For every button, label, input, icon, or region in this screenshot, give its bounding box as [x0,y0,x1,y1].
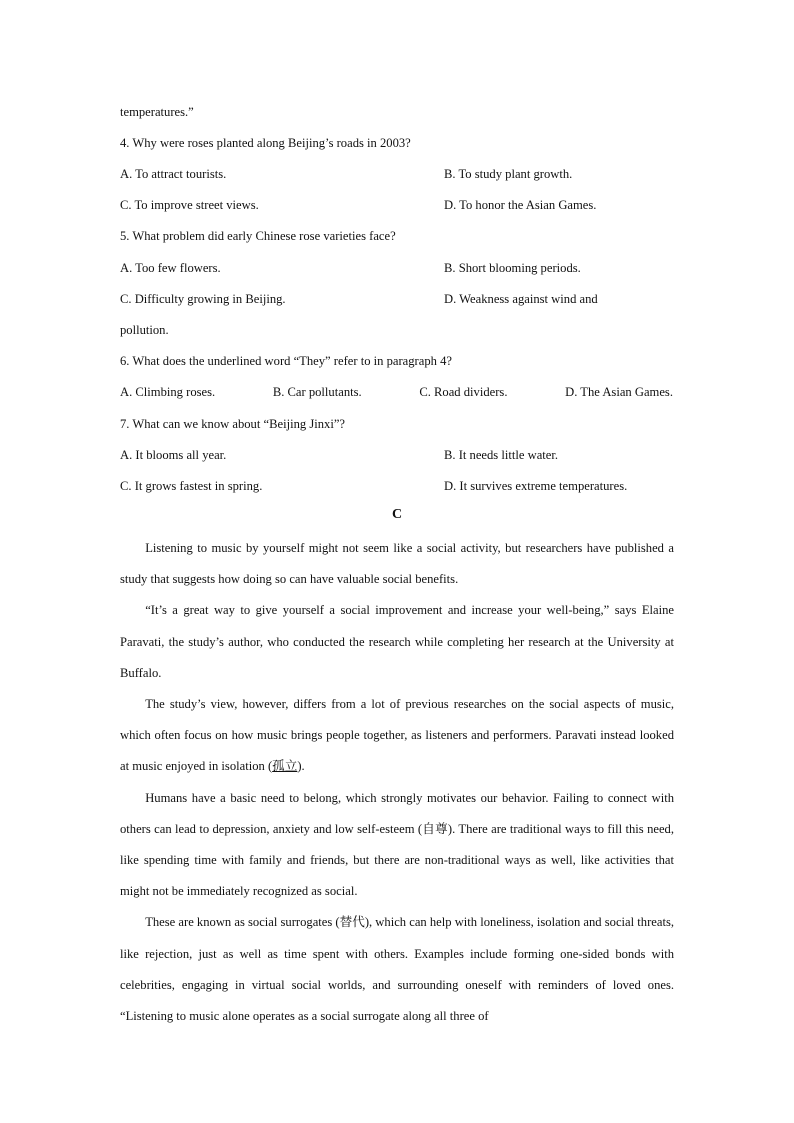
passage-paragraph-4: Humans have a basic need to belong, which strongly motivates our behavior. Failing to connect with others can lead to depression, anxiety and low self-esteem (自尊). There are traditional ways to fill this need, like spending time with family and friends, but there are non-traditional ways as well, like activities that might not be immediately recognized as social. [120,790,674,899]
q5-option-d-continuation: pollution. [120,323,169,337]
paragraph-3-text: The study’s view, however, differs from a lot of previous researches on the social aspects of music, which often focus on how music brings people together, as listeners and performers. Paravati instead looked at music enjoyed in isolation ( [120,697,674,774]
question-6-stem: 6. What does the underlined word “They” refer to in paragraph 4? [120,354,452,368]
q6-option-a: A. Climbing roses. [120,385,216,399]
q6-options-row [120,384,673,400]
previous-passage-end: temperatures.” [120,105,194,119]
passage-paragraph-3 [120,689,674,783]
q6-option-d: D. The Asian Games. [565,385,673,399]
paragraph-3-end: ). [297,759,305,774]
passage-c [120,533,674,1032]
section-c-heading: C [391,507,403,522]
q5-option-a: A. Too few flowers. [120,261,221,275]
q7-option-a: A. It blooms all year. [120,448,227,462]
q7-option-d: D. It survives extreme temperatures. [444,479,628,493]
q7-option-b: B. It needs little water. [444,448,559,462]
question-4-stem: 4. Why were roses planted along Beijing’s roads in 2003? [120,136,411,150]
passage-paragraph-2: “It’s a great way to give yourself a social improvement and increase your well-being,” says Elaine Paravati, the study’s author, who conducted the research while completing her research at the University at Buffalo. [120,603,674,680]
passage-paragraph-5: These are known as social surrogates (替代), which can help with loneliness, isolation and social threats, like rejection, just as well as time spent with others. Examples include forming one-sided bonds with celebrities, engaging in virtual social worlds, and surrounding oneself with reminders of loved ones. “Listening to music alone operates as a social surrogate along all three of [120,915,674,1024]
q4-option-c: C. To improve street views. [120,198,259,212]
q4-option-a: A. To attract tourists. [120,167,227,181]
question-7-stem: 7. What can we know about “Beijing Jinxi”? [120,417,345,431]
q4-option-b: B. To study plant growth. [444,167,573,181]
question-5-stem: 5. What problem did early Chinese rose varieties face? [120,229,396,243]
q4-option-d: D. To honor the Asian Games. [444,198,597,212]
q6-option-b: B. Car pollutants. [272,385,362,399]
passage-paragraph-1: Listening to music by yourself might not seem like a social activity, but researchers have published a study that suggests how doing so can have valuable social benefits. [120,541,674,587]
q5-option-c: C. Difficulty growing in Beijing. [120,292,286,306]
underlined-word-isolation: 孤立 [272,759,298,774]
q5-option-d: D. Weakness against wind and [444,292,598,306]
q5-option-b: B. Short blooming periods. [444,261,581,275]
q6-option-c: C. Road dividers. [419,385,508,399]
q7-option-c: C. It grows fastest in spring. [120,479,263,493]
